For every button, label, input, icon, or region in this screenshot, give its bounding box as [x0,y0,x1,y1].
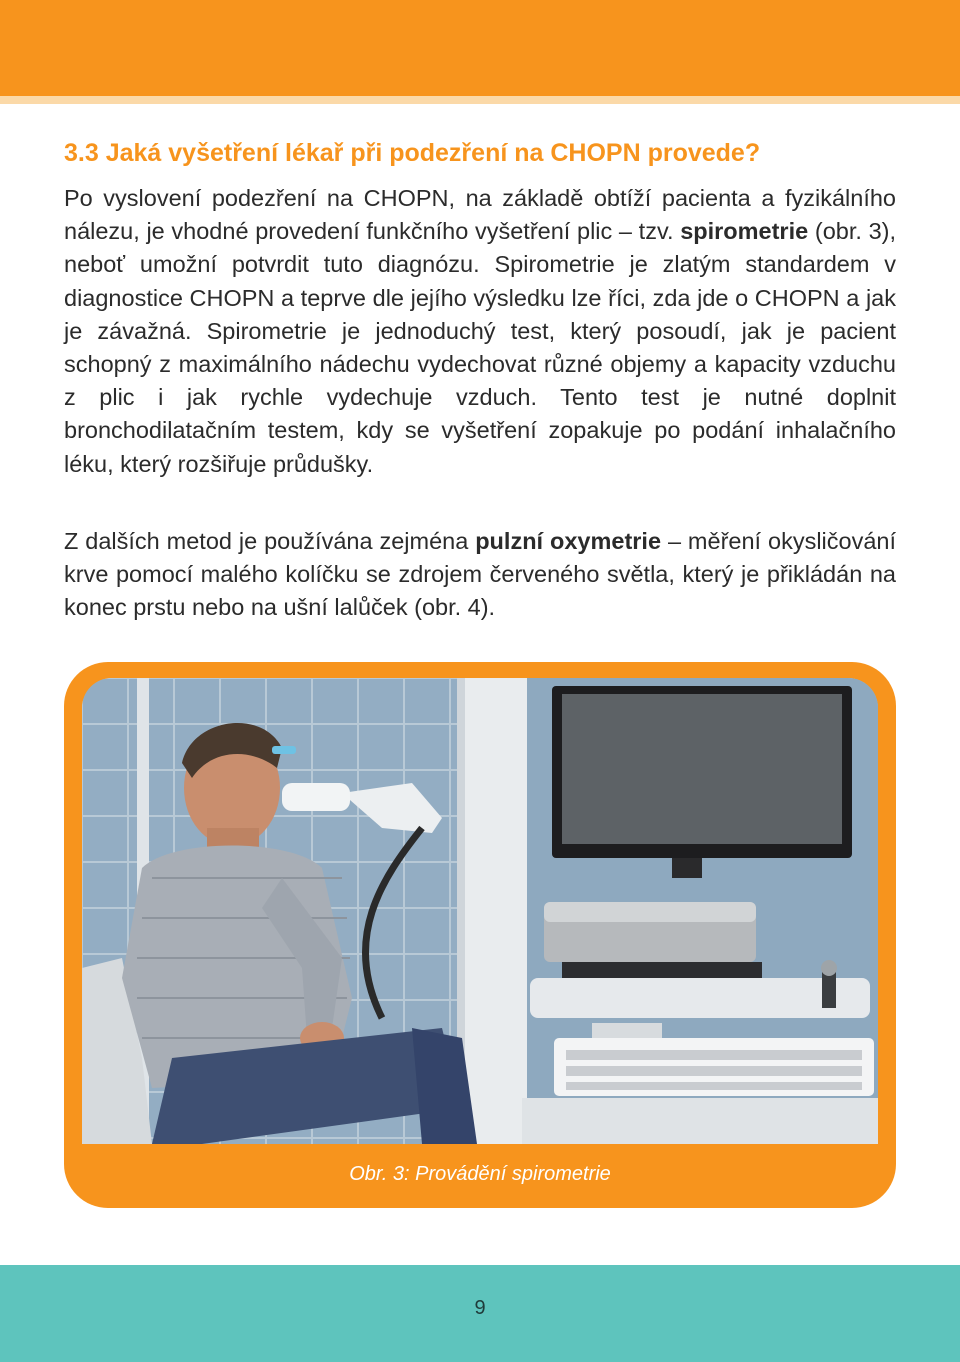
spirometry-illustration [82,678,878,1144]
page-number: 9 [474,1297,486,1319]
term-spirometrie: spirometrie [680,218,809,245]
paragraph-text: (obr. 3), neboť umožní potvrdit tuto diagnózu. Spirometrie je zlatým standardem v diagnostice CHOPN a teprve dle jejího výsledku lze říci, zda jde o CHOPN a jak je závažná. Spirometrie je jednoduchý test, který posoudí, jak je pacient schopný z maximálního nádechu vydechovat různé objemy a kapacity vzduchu z plic i jak rychle vydechuje vzduch. Tento test je nutné doplnit bronchodilatačním testem, kdy se vyšetření zopakuje po podání inhalačního léku, který rozšiřuje průdušky. [64,218,896,477]
paragraph-text: Z dalších metod je používána zejména [64,528,476,554]
monitor-screen [562,694,842,844]
figure-caption: Obr. 3: Provádění spirometrie [349,1163,611,1185]
header-band [0,0,960,96]
section-heading: 3.3 Jaká vyšetření lékař při podezření na CHOPN provede? [64,139,761,167]
paragraph-text: Po vyslovení podezření na CHOPN, na základě obtíží pacienta a fyzikálního nálezu, je vhodné provedení funkčního vyšetření plic – tzv. [64,185,896,245]
header-band-shadow [0,96,960,104]
paragraph-spirometry [64,182,896,481]
term-pulzni-oxymetrie: pulzní oxymetrie [475,528,662,554]
wall-pillar [457,678,527,1144]
spirometer-mouthpiece [282,783,350,811]
paragraph-oximetry [64,525,896,625]
spirometry-photo [82,678,878,1144]
paragraph-text: – měření okysličování krve pomocí malého kolíčku se zdrojem červeného světla, který je přikládán na konec prstu nebo na ušní lalůček (obr. 4). [64,528,896,621]
equipment-cart [530,978,870,1018]
